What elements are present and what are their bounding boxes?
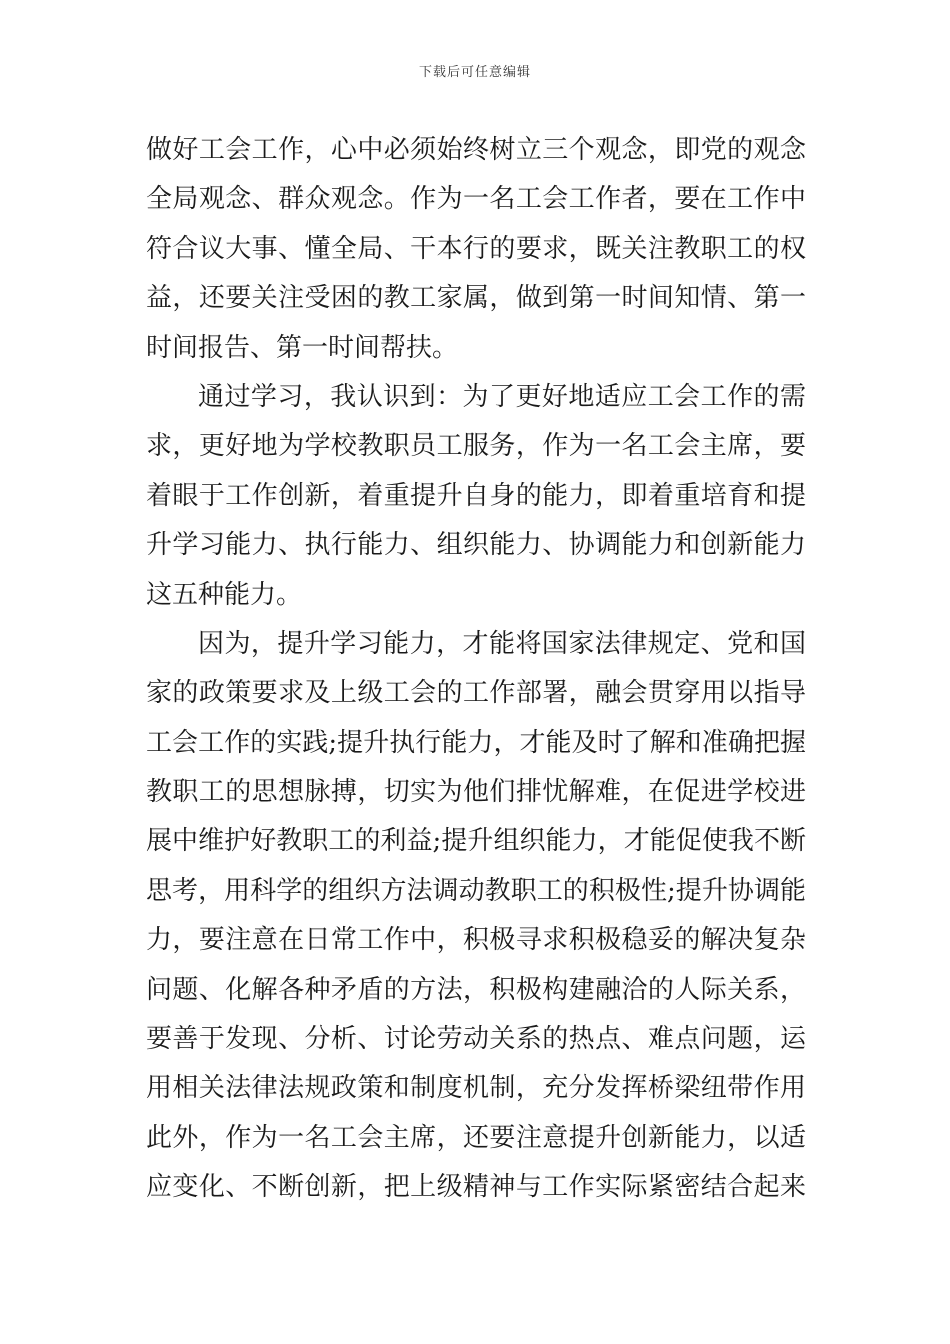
- text-line: 问题、化解各种矛盾的方法，积极构建融洽的人际关系，: [146, 974, 806, 1005]
- paragraph-first-line: 通过学习，我认识到：为了更好地适应工会工作的需: [198, 381, 806, 412]
- text-line: 此外，作为一名工会主席，还要注意提升创新能力，以适: [146, 1122, 806, 1153]
- text-line: 工会工作的实践;提升执行能力，才能及时了解和准确把握: [146, 727, 806, 758]
- text-line: 全局观念、群众观念。作为一名工会工作者，要在工作中: [146, 184, 806, 215]
- text-line: 思考，用科学的组织方法调动教职工的积极性;提升协调能: [146, 875, 806, 906]
- text-line: 这五种能力。: [146, 579, 303, 610]
- paragraph-first-line: 因为，提升学习能力，才能将国家法律规定、党和国: [198, 628, 806, 659]
- text-line: 展中维护好教职工的利益;提升组织能力，才能促使我不断: [146, 826, 806, 857]
- text-line: 着眼于工作创新，着重提升自身的能力，即着重培育和提: [146, 480, 806, 511]
- text-line: 应变化、不断创新，把上级精神与工作实际紧密结合起来: [146, 1172, 806, 1203]
- text-line: 教职工的思想脉搏，切实为他们排忧解难，在促进学校进: [146, 777, 806, 808]
- page-header: 下载后可任意编辑: [418, 65, 531, 80]
- document-body: [146, 126, 806, 1213]
- text-line: 力，要注意在日常工作中，积极寻求积极稳妥的解决复杂: [146, 925, 806, 956]
- text-line: 益，还要关注受困的教工家属，做到第一时间知情、第一: [146, 283, 806, 314]
- text-line: 要善于发现、分析、讨论劳动关系的热点、难点问题，运: [146, 1024, 806, 1055]
- text-line: 家的政策要求及上级工会的工作部署，融会贯穿用以指导: [146, 678, 806, 709]
- text-line: 时间报告、第一时间帮扶。: [146, 332, 459, 363]
- text-line: 求，更好地为学校教职员工服务，作为一名工会主席，要: [146, 431, 806, 462]
- text-line: 做好工会工作，心中必须始终树立三个观念，即党的观念: [146, 135, 806, 165]
- text-line: 升学习能力、执行能力、组织能力、协调能力和创新能力: [146, 530, 806, 561]
- text-line: 用相关法律法规政策和制度机制，充分发挥桥梁纽带作用: [146, 1073, 806, 1104]
- text-line: 符合议大事、懂全局、干本行的要求，既关注教职工的权: [146, 233, 806, 264]
